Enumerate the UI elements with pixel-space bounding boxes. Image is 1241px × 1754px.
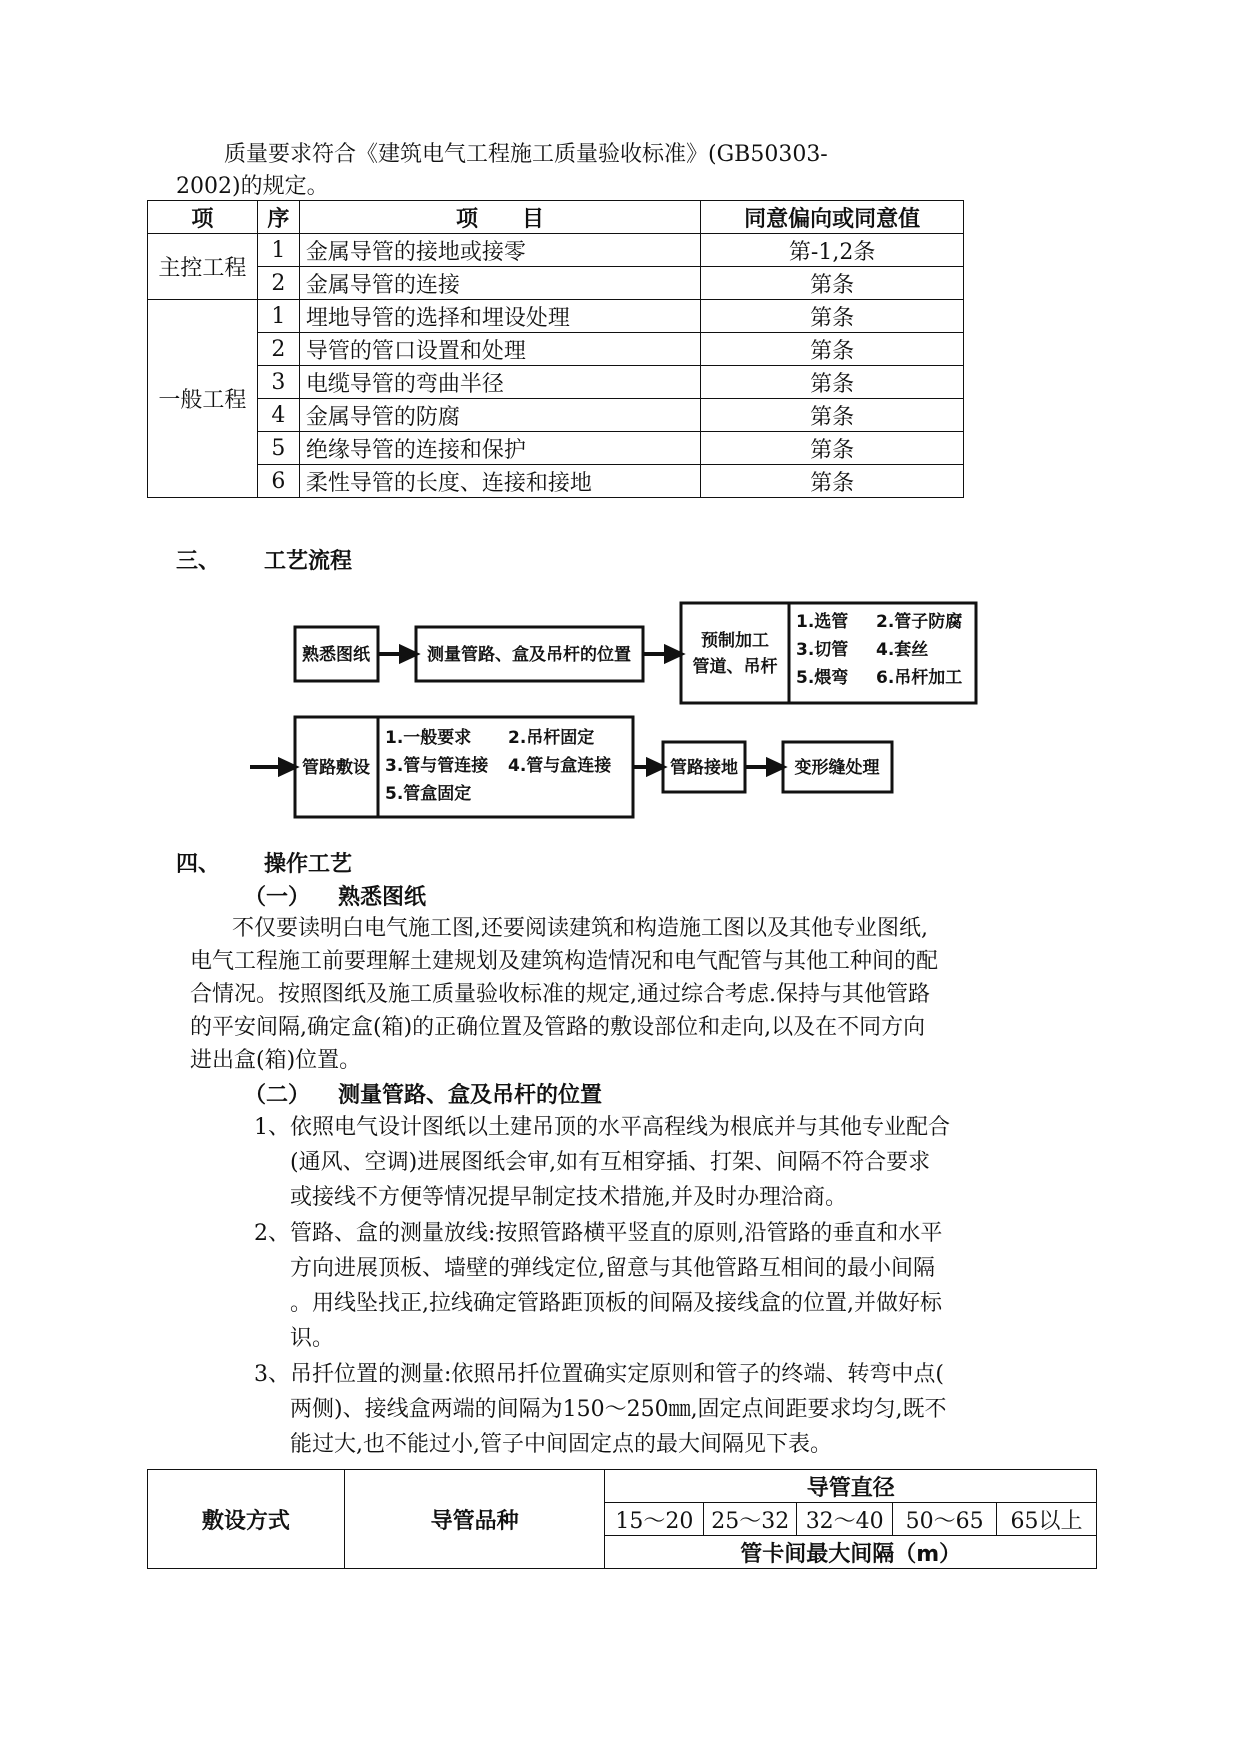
flow-sub-4-5: 5.管盒固定 <box>385 784 472 804</box>
header-value: 同意偏向或同意值 <box>701 201 964 234</box>
row-item: 金属导管的连接 <box>299 267 700 300</box>
item-2-line: 方向进展顶板、墙壁的弹线定位,留意与其他管路互相间的最小间隔 <box>290 1256 935 1281</box>
row-no: 1 <box>257 234 299 267</box>
para1-line: 电气工程施工前要理解土建规划及建筑构造情况和电气配管与其他工种间的配 <box>190 949 939 974</box>
row-value: 第条 <box>701 267 964 300</box>
flow-sub-3-4: 4.套丝 <box>876 640 929 660</box>
flow-sub-3-6: 6.吊杆加工 <box>876 668 963 688</box>
diameter-size: 65以上 <box>997 1503 1097 1536</box>
conduit-spacing-table <box>147 1469 1097 1569</box>
item-3-line: 能过大,也不能过小,管子中间固定点的最大间隔见下表。 <box>290 1432 832 1457</box>
section-4-title: 操作工艺 <box>264 852 353 877</box>
sub-1-number: （一） <box>244 885 311 910</box>
row-item: 金属导管的防腐 <box>299 399 700 432</box>
col-conduit-type: 导管品种 <box>344 1470 605 1569</box>
intro-line-1: 质量要求符合《建筑电气工程施工质量验收标准》(GB50303- <box>224 142 828 167</box>
flow-text-box3-l1: 预制加工 <box>701 631 769 651</box>
row-value: 第条 <box>701 432 964 465</box>
row-item: 绝缘导管的连接和保护 <box>299 432 700 465</box>
sub-1-title: 熟悉图纸 <box>338 885 427 910</box>
diameter-size: 50～65 <box>893 1503 997 1536</box>
max-spacing-label: 管卡间最大间隔（m） <box>605 1536 1097 1569</box>
row-item: 埋地导管的选择和埋设处理 <box>299 300 700 333</box>
flow-text-box1: 熟悉图纸 <box>302 645 370 665</box>
header-category: 项 <box>148 201 258 234</box>
row-no: 1 <box>257 300 299 333</box>
flow-sub-3-3: 3.切管 <box>796 640 849 660</box>
row-no: 3 <box>257 366 299 399</box>
row-no: 4 <box>257 399 299 432</box>
header-no: 序 <box>257 201 299 234</box>
para1-line: 的平安间隔,确定盒(箱)的正确位置及管路的敷设部位和走向,以及在不同方向 <box>190 1015 926 1040</box>
flow-sub-4-3: 3.管与管连接 <box>385 756 489 776</box>
item-2-number: 2、 <box>254 1221 290 1246</box>
row-value: 第条 <box>701 333 964 366</box>
process-flowchart <box>250 595 1010 844</box>
item-1-line: 或接线不方便等情况提早制定技术措施,并及时办理洽商。 <box>290 1185 847 1210</box>
col-conduit-diameter: 导管直径 <box>605 1470 1097 1503</box>
item-3-line: 吊扦位置的测量:依照吊扦位置确实定原则和管子的终端、转弯中点( <box>290 1362 944 1387</box>
flow-text-box3-l2: 管道、吊杆 <box>692 657 778 677</box>
section-3-title: 工艺流程 <box>264 549 353 574</box>
row-value: 第条 <box>701 465 964 498</box>
sub-2-number: （二） <box>244 1083 311 1108</box>
flow-sub-3-2: 2.管子防腐 <box>876 612 963 632</box>
flow-text-box6: 变形缝处理 <box>794 758 880 778</box>
para1-line: 合情况。按照图纸及施工质量验收标准的规定,通过综合考虑.保持与其他管路 <box>190 982 930 1007</box>
para1-line: 不仅要读明白电气施工图,还要阅读建筑和构造施工图以及其他专业图纸, <box>232 916 928 941</box>
header-item: 项 目 <box>299 201 700 234</box>
para1-line: 进出盒(箱)位置。 <box>190 1048 362 1073</box>
item-2-line: 。用线坠找正,拉线确定管路距顶板的间隔及接线盒的位置,并做好标 <box>290 1291 942 1316</box>
diameter-size: 25～32 <box>704 1503 797 1536</box>
diameter-size: 32～40 <box>797 1503 893 1536</box>
group-general: 一般工程 <box>148 300 258 498</box>
flow-text-box2: 测量管路、盒及吊杆的位置 <box>427 645 631 665</box>
flow-sub-4-4: 4.管与盒连接 <box>508 756 612 776</box>
item-3-number: 3、 <box>254 1362 290 1387</box>
row-value: 第-1,2条 <box>701 234 964 267</box>
group-main: 主控工程 <box>148 234 258 300</box>
row-item: 柔性导管的长度、连接和接地 <box>299 465 700 498</box>
item-1-line: 依照电气设计图纸以土建吊顶的水平高程线为根底并与其他专业配合 <box>290 1115 951 1140</box>
item-2-line: 识。 <box>290 1326 335 1351</box>
row-value: 第条 <box>701 399 964 432</box>
flow-sub-4-2: 2.吊杆固定 <box>508 728 595 748</box>
section-3-number: 三、 <box>176 549 221 574</box>
item-1-number: 1、 <box>254 1115 290 1140</box>
item-3-line: 两侧)、接线盒两端的间隔为150～250㎜,固定点间距要求均匀,既不 <box>290 1397 947 1422</box>
row-item: 导管的管口设置和处理 <box>299 333 700 366</box>
row-no: 6 <box>257 465 299 498</box>
row-no: 5 <box>257 432 299 465</box>
item-2-line: 管路、盒的测量放线:按照管路横平竖直的原则,沿管路的垂直和水平 <box>290 1221 943 1246</box>
flow-text-box4: 管路敷设 <box>302 758 370 778</box>
quality-table <box>147 200 964 498</box>
row-no: 2 <box>257 267 299 300</box>
flow-sub-3-1: 1.选管 <box>796 612 849 632</box>
section-4-number: 四、 <box>176 852 221 877</box>
intro-line-2: 2002)的规定。 <box>176 174 329 199</box>
row-value: 第条 <box>701 366 964 399</box>
diameter-size: 15～20 <box>605 1503 704 1536</box>
flow-sub-3-5: 5.煨弯 <box>796 668 849 688</box>
flow-sub-4-1: 1.一般要求 <box>385 728 472 748</box>
row-item: 电缆导管的弯曲半径 <box>299 366 700 399</box>
flow-text-box5: 管路接地 <box>670 758 738 778</box>
flow-box-prefab <box>681 603 789 703</box>
row-item: 金属导管的接地或接零 <box>299 234 700 267</box>
sub-2-title: 测量管路、盒及吊杆的位置 <box>338 1083 603 1108</box>
col-laying-method: 敷设方式 <box>148 1470 345 1569</box>
row-no: 2 <box>257 333 299 366</box>
row-value: 第条 <box>701 300 964 333</box>
item-1-line: (通风、空调)进展图纸会审,如有互相穿插、打架、间隔不符合要求 <box>290 1150 931 1175</box>
